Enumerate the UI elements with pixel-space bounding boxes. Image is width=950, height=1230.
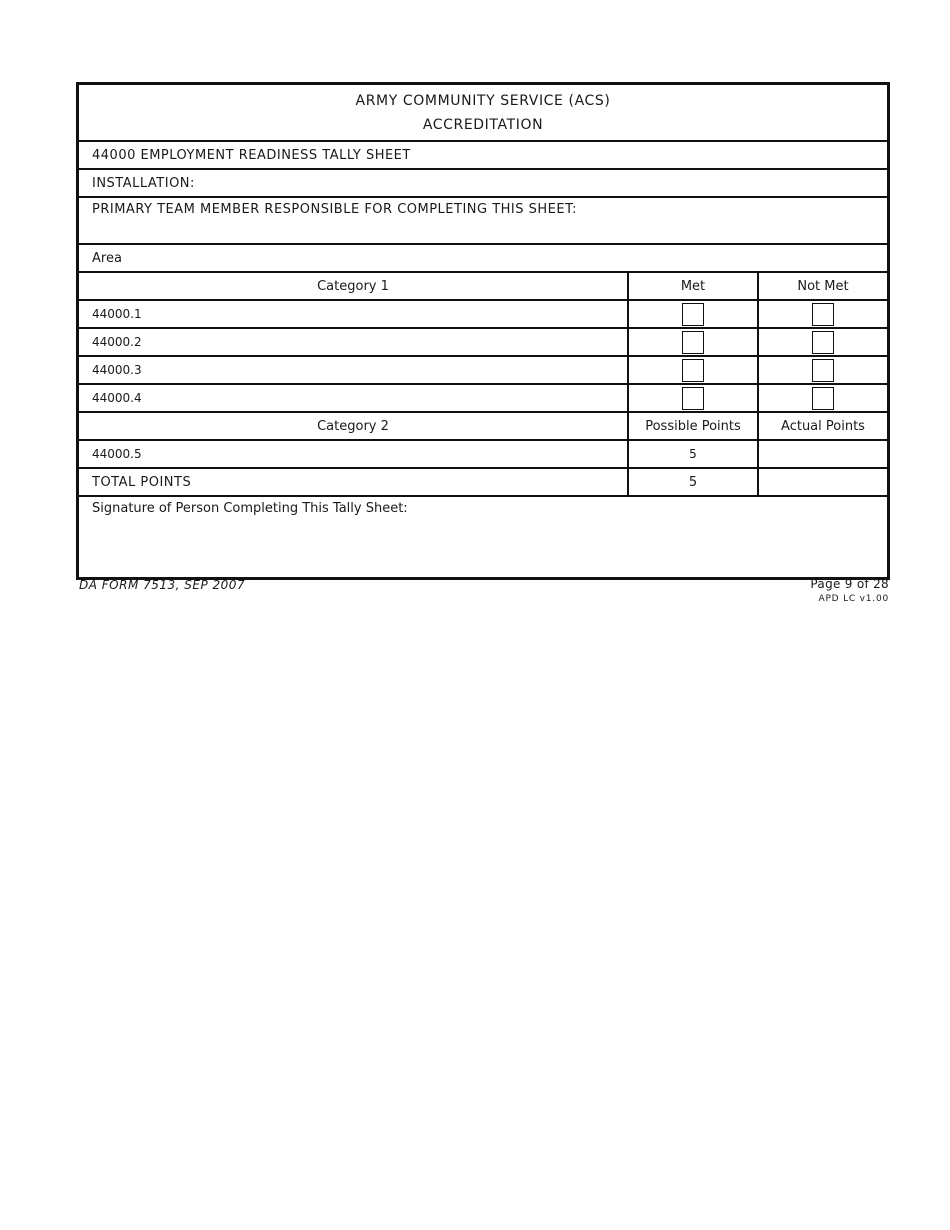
met-cell <box>629 301 759 327</box>
category2-header-row <box>79 413 887 441</box>
item-code: 44000.3 <box>79 357 629 383</box>
met-checkbox[interactable] <box>682 359 704 382</box>
category1-header-row <box>79 273 887 301</box>
not-met-cell <box>759 357 887 383</box>
category2-header: Category 2 <box>79 413 629 439</box>
table-row <box>79 441 887 469</box>
possible-points-value: 5 <box>629 441 759 467</box>
actual-points-field[interactable] <box>759 441 887 467</box>
item-code: 44000.1 <box>79 301 629 327</box>
met-checkbox[interactable] <box>682 303 704 326</box>
not-met-checkbox[interactable] <box>812 303 834 326</box>
form-id: DA FORM 7513, SEP 2007 <box>79 578 246 592</box>
area-row <box>79 245 887 273</box>
not-met-checkbox[interactable] <box>812 359 834 382</box>
form-title <box>79 85 887 142</box>
total-possible-value: 5 <box>629 469 759 495</box>
met-checkbox[interactable] <box>682 387 704 410</box>
met-header: Met <box>629 273 759 299</box>
not-met-header: Not Met <box>797 278 849 294</box>
installation-label: INSTALLATION: <box>92 175 195 191</box>
actual-points-header: Actual Points <box>781 418 865 434</box>
not-met-cell <box>759 329 887 355</box>
form-title-line1: ARMY COMMUNITY SERVICE (ACS) <box>355 92 611 109</box>
primary-member-label: PRIMARY TEAM MEMBER RESPONSIBLE FOR COMPLETING THIS SHEET: <box>92 202 578 217</box>
table-row <box>79 301 887 329</box>
possible-points-header: Possible Points <box>629 413 759 439</box>
total-actual-field[interactable] <box>759 469 887 495</box>
installation-row[interactable] <box>79 170 887 198</box>
total-points-label: TOTAL POINTS <box>79 469 629 495</box>
not-met-cell <box>759 385 887 411</box>
not-met-checkbox[interactable] <box>812 331 834 354</box>
category1-header: Category 1 <box>79 273 629 299</box>
form-title-line2: ACCREDITATION <box>422 116 544 133</box>
table-row <box>79 329 887 357</box>
primary-member-row[interactable] <box>79 198 887 245</box>
met-checkbox[interactable] <box>682 331 704 354</box>
page-info <box>810 577 889 604</box>
area-label: Area <box>92 250 122 266</box>
signature-label: Signature of Person Completing This Tally Sheet: <box>92 501 408 516</box>
sheet-name-row <box>79 142 887 170</box>
met-cell <box>629 385 759 411</box>
item-code: 44000.4 <box>79 385 629 411</box>
table-row <box>79 357 887 385</box>
met-cell <box>629 329 759 355</box>
item-code: 44000.2 <box>79 329 629 355</box>
total-points-row <box>79 469 887 497</box>
version-label: APD LC v1.00 <box>818 594 889 604</box>
not-met-cell <box>759 301 887 327</box>
met-cell <box>629 357 759 383</box>
not-met-checkbox[interactable] <box>812 387 834 410</box>
item-code: 44000.5 <box>79 441 629 467</box>
signature-row[interactable] <box>79 497 887 577</box>
sheet-name: 44000 EMPLOYMENT READINESS TALLY SHEET <box>92 147 411 163</box>
tally-sheet-form <box>76 82 890 580</box>
table-row <box>79 385 887 413</box>
page-number: Page 9 of 28 <box>810 577 889 591</box>
